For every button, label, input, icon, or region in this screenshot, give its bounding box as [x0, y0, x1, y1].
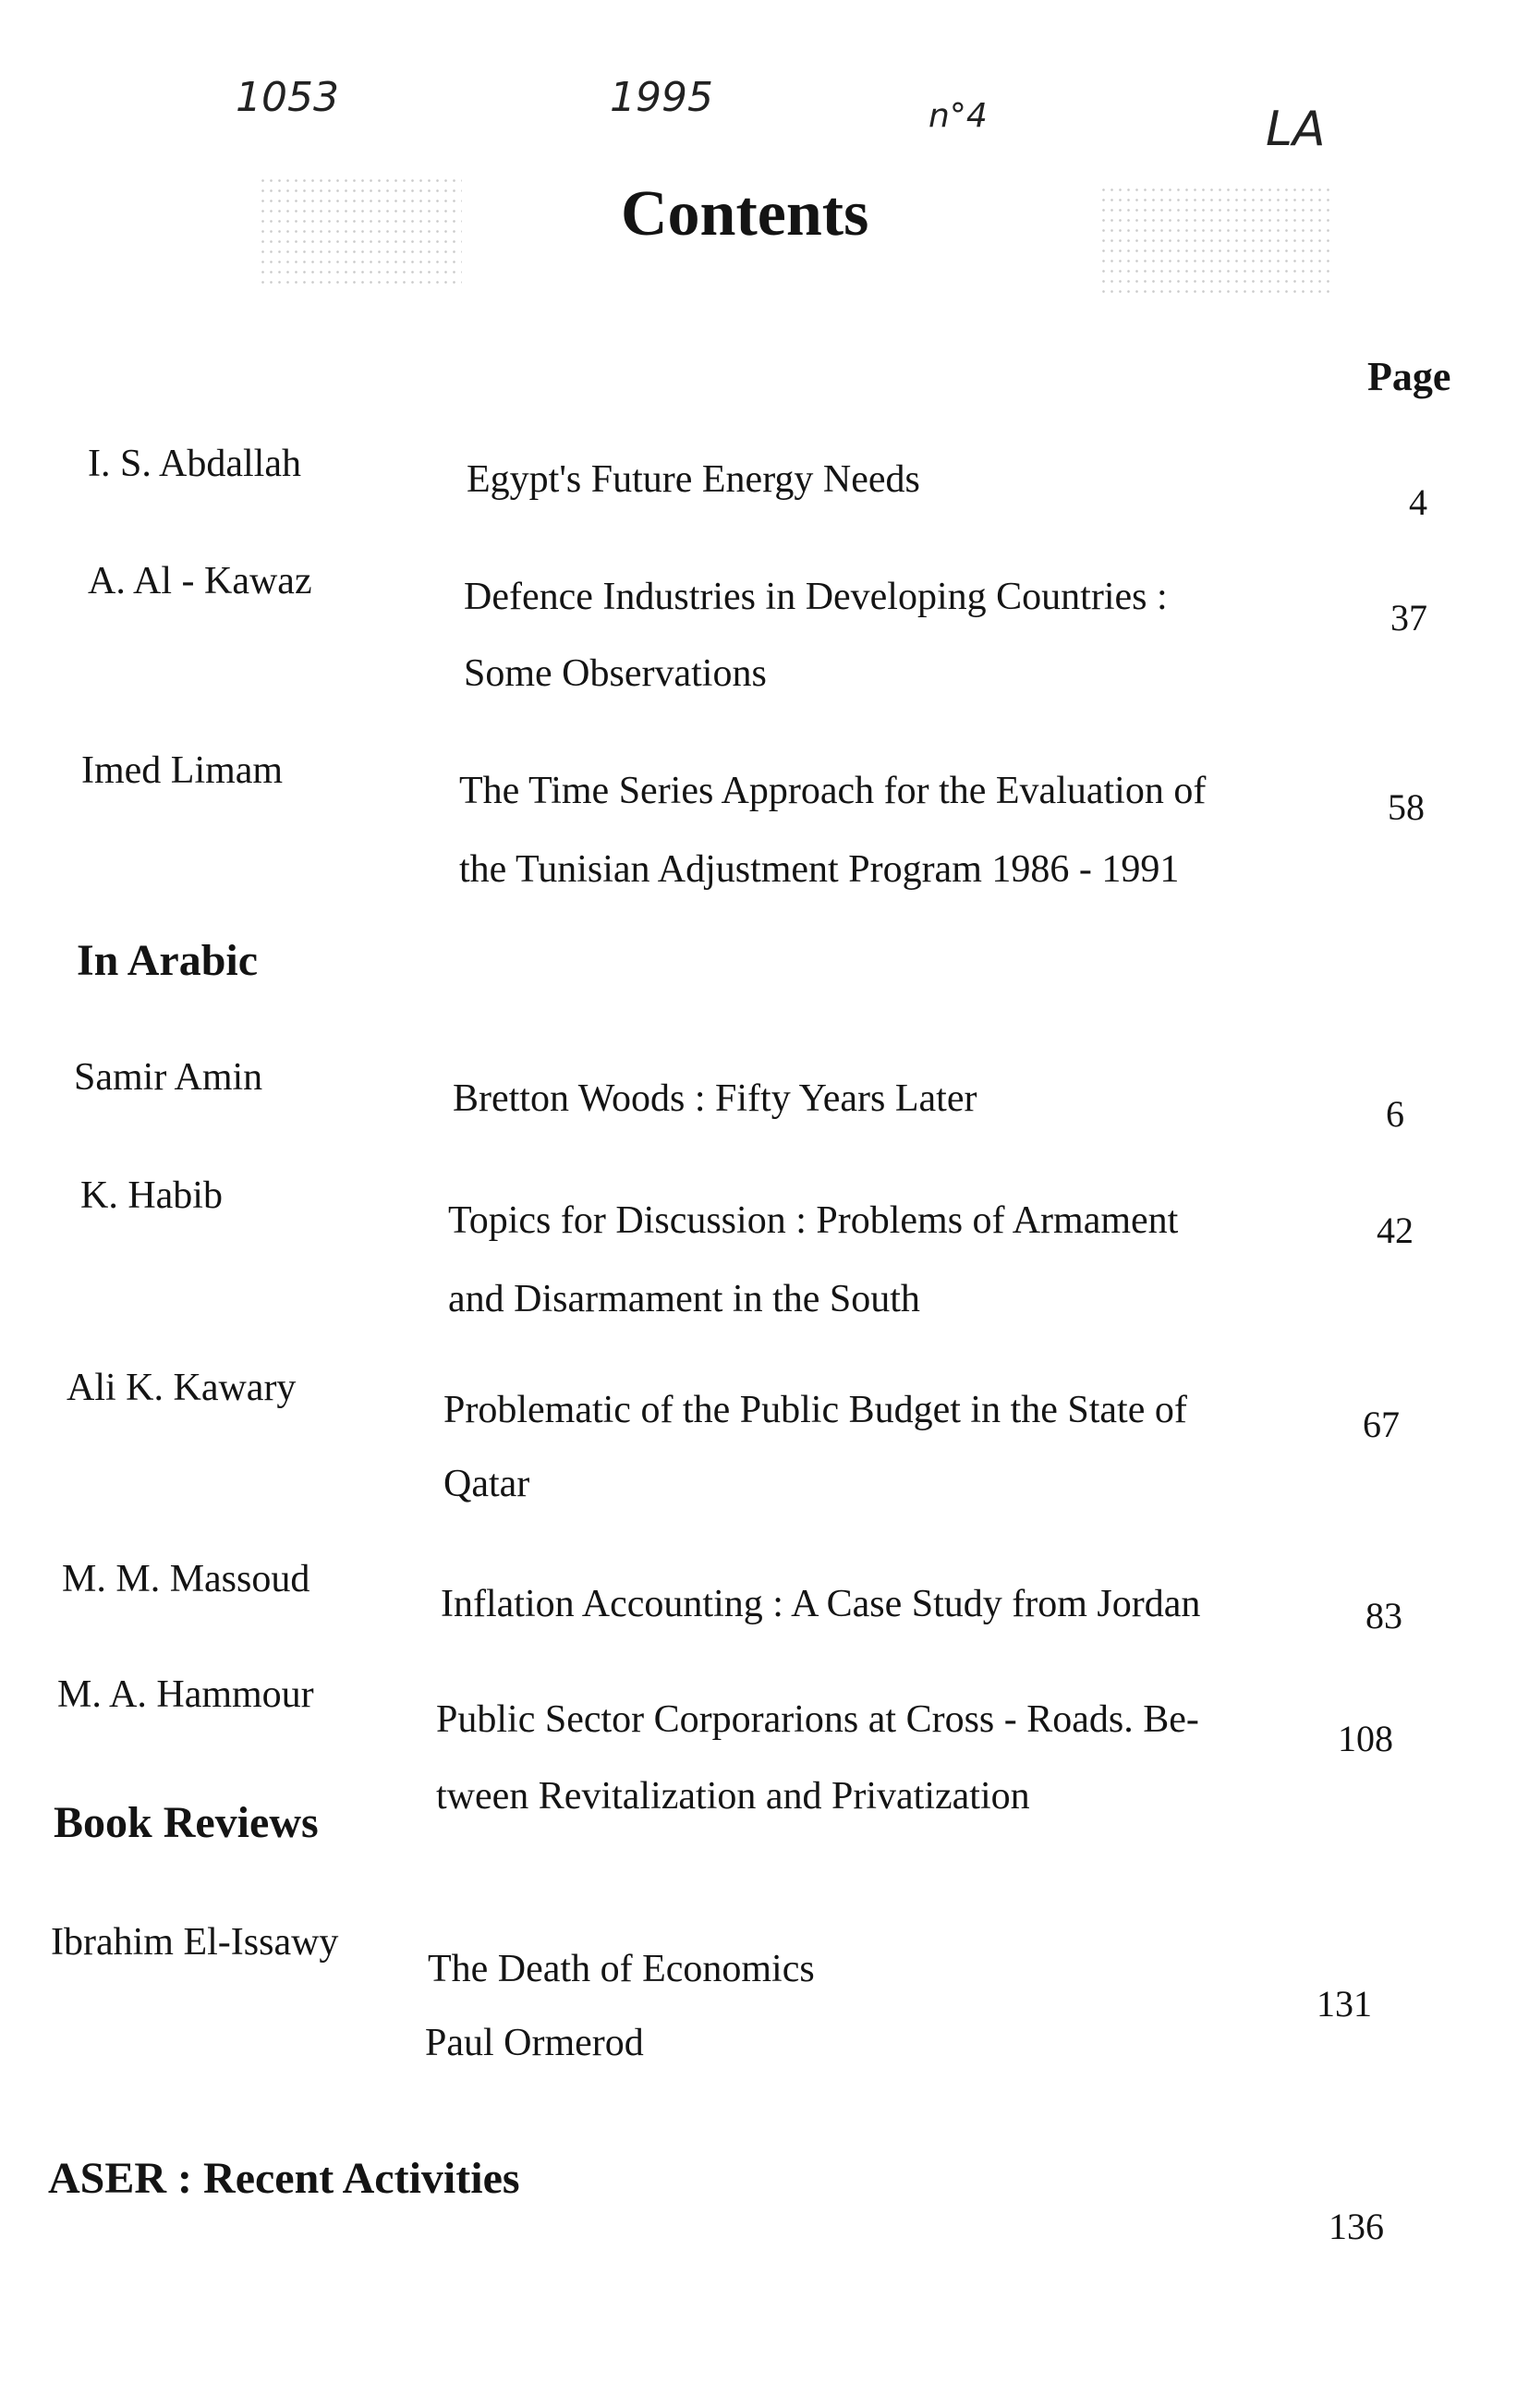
- entry-page: 108: [1338, 1718, 1393, 1759]
- review-page: 131: [1317, 1983, 1372, 2025]
- handwritten-note-3: n°4: [928, 97, 988, 135]
- scan-noise-left: [259, 176, 462, 286]
- entry-page: 42: [1377, 1210, 1414, 1251]
- handwritten-note-2: 1995: [610, 74, 713, 121]
- handwritten-note-1: 1053: [236, 74, 339, 121]
- review-book-author: Paul Ormerod: [425, 2022, 644, 2064]
- entry-author: M. M. Massoud: [62, 1558, 310, 1600]
- entry-page: 58: [1388, 786, 1425, 828]
- entry-title-line1: Problematic of the Public Budget in the State of: [443, 1389, 1187, 1431]
- handwritten-note-4: LA: [1266, 102, 1326, 157]
- section-heading-activities: ASER : Recent Activities: [48, 2154, 520, 2203]
- entry-author: I. S. Abdallah: [88, 443, 301, 485]
- entry-page: 67: [1363, 1404, 1400, 1445]
- activities-page: 136: [1329, 2206, 1384, 2247]
- scan-noise-right: [1099, 185, 1330, 296]
- entry-title-line2: and Disarmament in the South: [448, 1278, 920, 1320]
- entry-author: Samir Amin: [74, 1056, 263, 1099]
- section-heading-book-reviews: Book Reviews: [54, 1798, 319, 1847]
- page-column-header: Page: [1367, 354, 1451, 399]
- entry-page: 83: [1365, 1595, 1402, 1636]
- entry-author: K. Habib: [80, 1174, 223, 1217]
- entry-title-line2: Some Observations: [464, 652, 767, 695]
- entry-title: Bretton Woods : Fifty Years Later: [453, 1077, 977, 1120]
- entry-page: 4: [1409, 481, 1427, 523]
- entry-title-line2: tween Revitalization and Privatization: [436, 1775, 1030, 1818]
- entry-title: Inflation Accounting : A Case Study from Jordan: [441, 1583, 1201, 1625]
- entry-author: A. Al - Kawaz: [88, 560, 312, 602]
- section-heading-arabic: In Arabic: [77, 936, 259, 985]
- entry-title-line1: Public Sector Corporarions at Cross - Roads. Be-: [436, 1698, 1199, 1741]
- entry-title: Egypt's Future Energy Needs: [467, 458, 920, 501]
- entry-author: M. A. Hammour: [57, 1673, 314, 1716]
- entry-title-line2: Qatar: [443, 1463, 530, 1505]
- review-book-title: The Death of Economics: [428, 1948, 815, 1990]
- entry-page: 37: [1390, 597, 1427, 638]
- review-reviewer: Ibrahim El-Issawy: [51, 1921, 339, 1964]
- entry-author: Imed Limam: [81, 749, 284, 792]
- entry-page: 6: [1386, 1093, 1404, 1135]
- entry-author: Ali K. Kawary: [67, 1367, 297, 1409]
- page-title: Contents: [621, 178, 869, 249]
- entry-title-line1: Topics for Discussion : Problems of Armament: [448, 1199, 1179, 1242]
- entry-title-line1: The Time Series Approach for the Evaluation of: [459, 770, 1207, 812]
- entry-title-line2: the Tunisian Adjustment Program 1986 - 1991: [459, 848, 1180, 891]
- entry-title-line1: Defence Industries in Developing Countries :: [464, 576, 1168, 618]
